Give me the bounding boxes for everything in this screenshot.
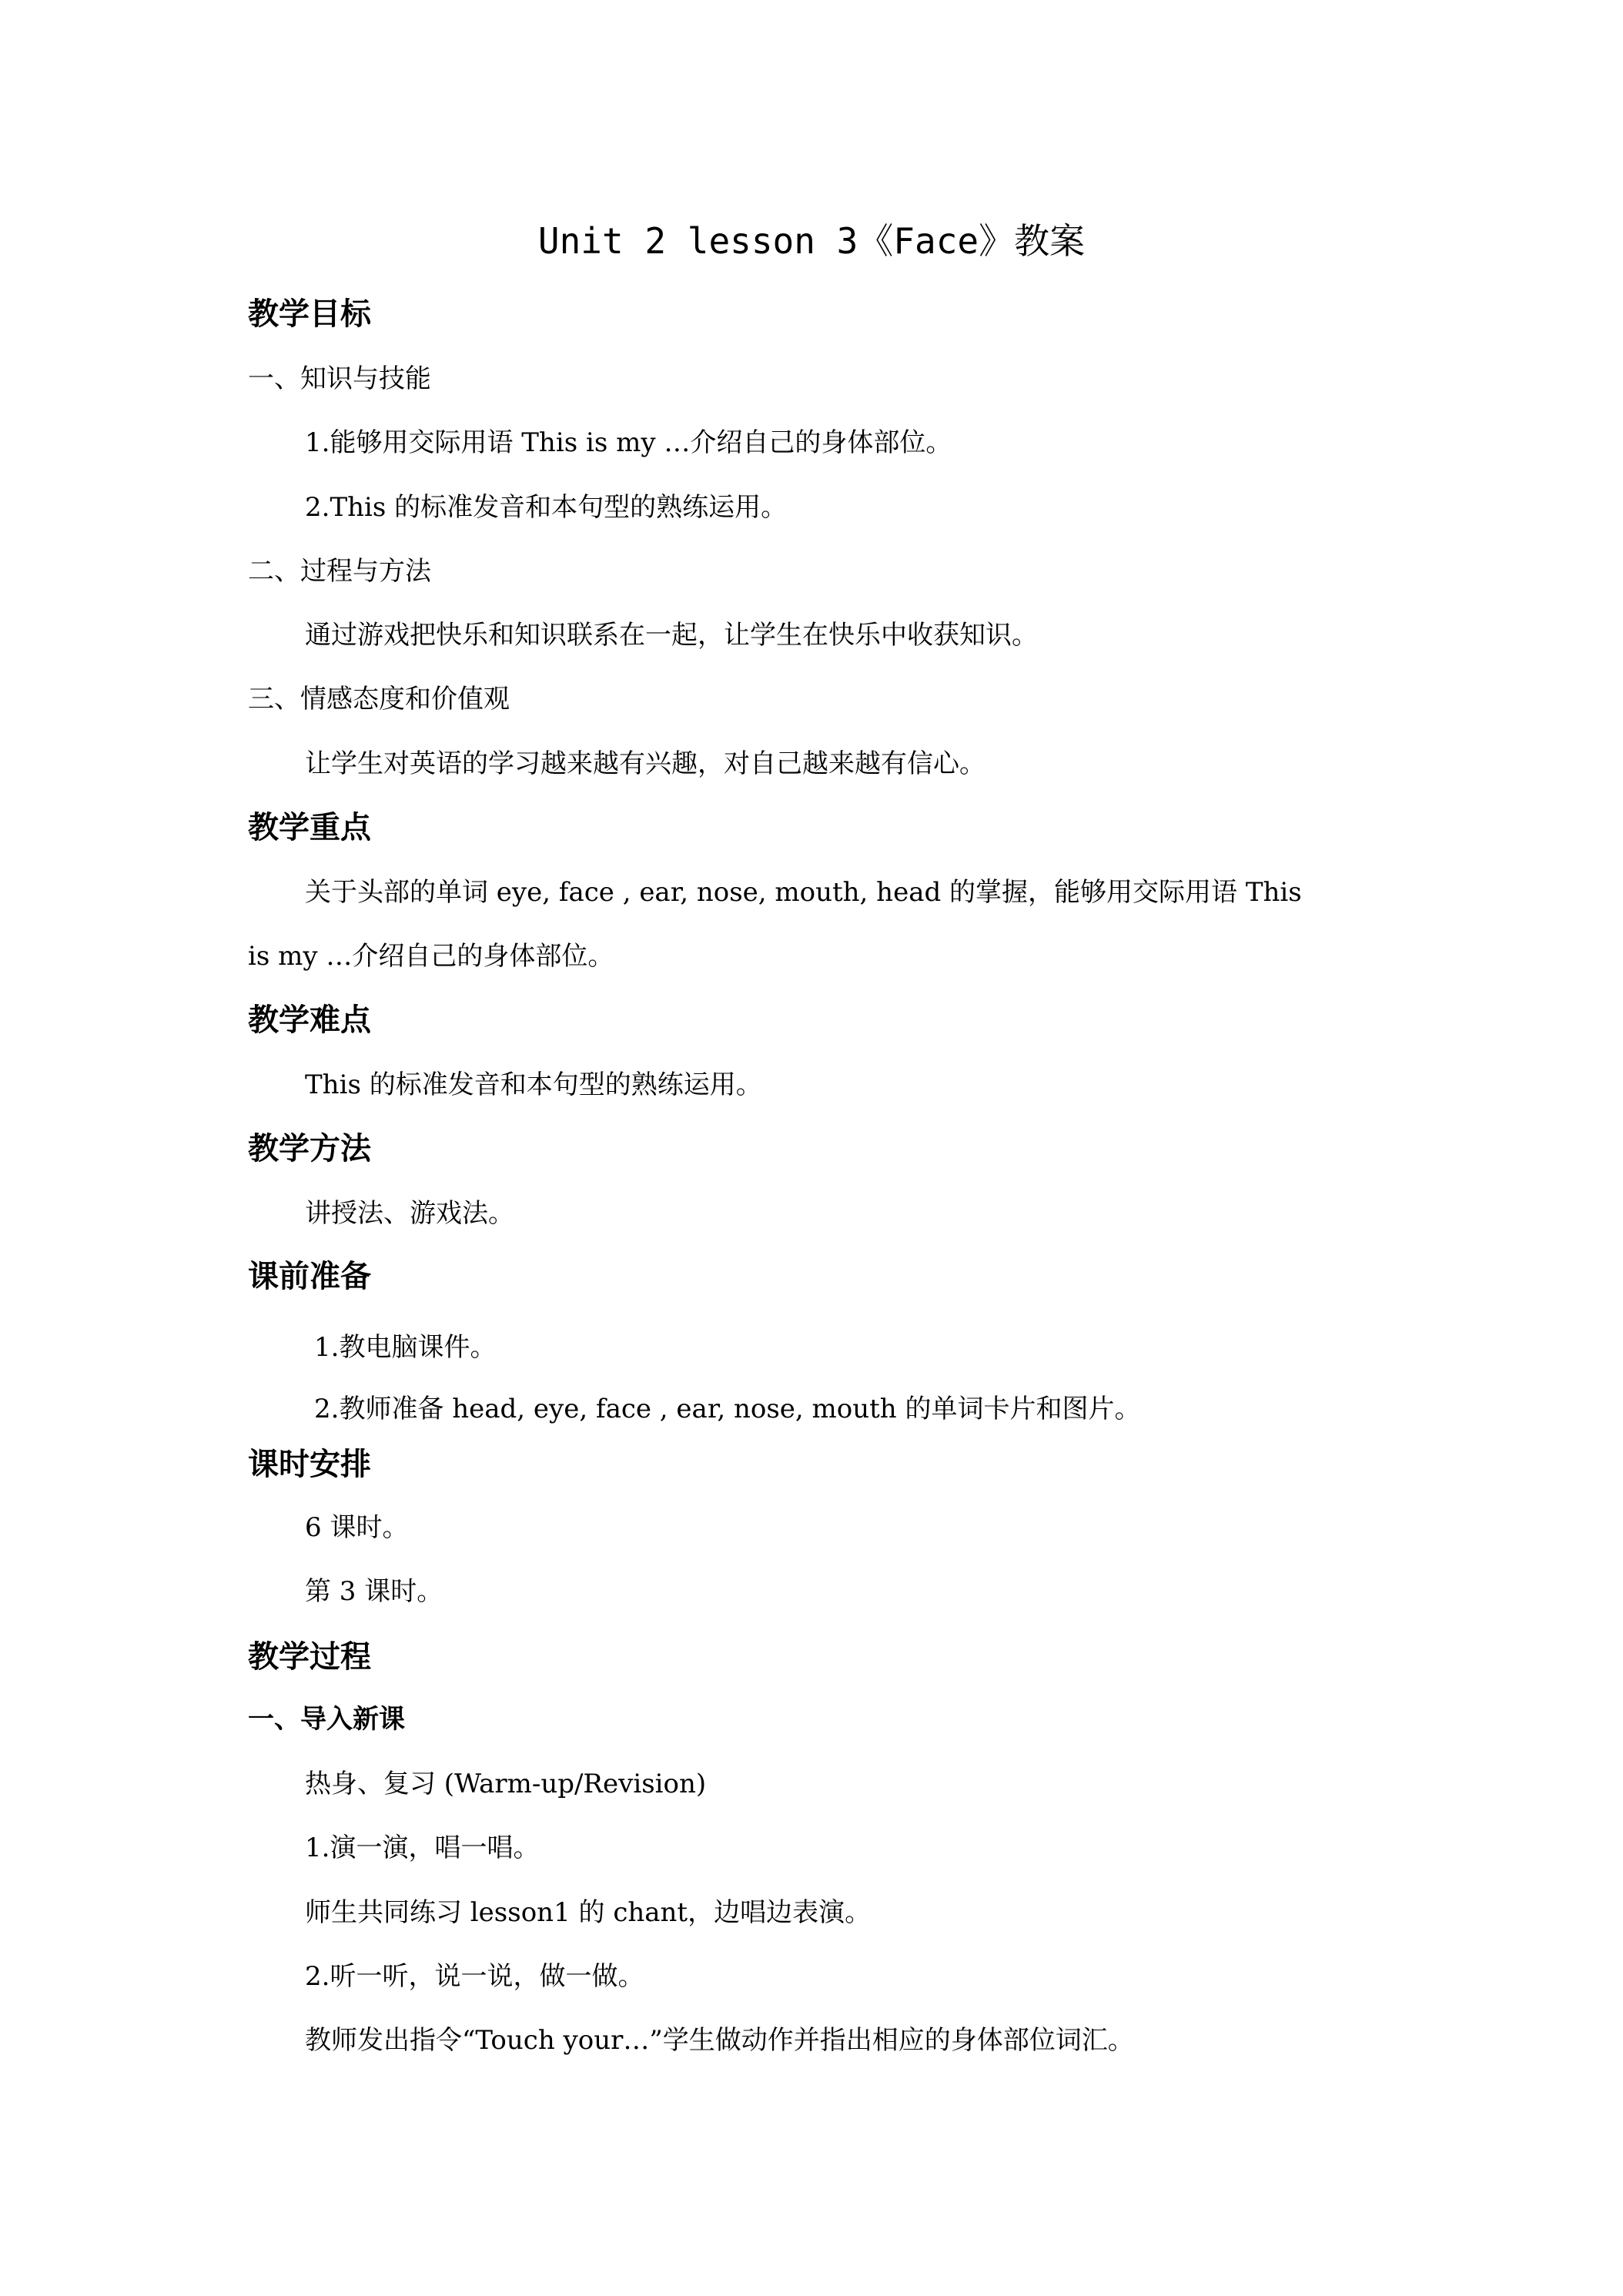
process-methods-text: 通过游戏把快乐和知识联系在一起，让学生在快乐中收获知识。 — [305, 620, 1038, 651]
knowledge-skills-label: 一、知识与技能 — [248, 363, 431, 394]
difficulties-text: This 的标准发音和本句型的熟练运用。 — [305, 1069, 762, 1100]
knowledge-item-1: 1.能够用交际用语 This is my …介绍自己的身体部位。 — [305, 427, 952, 458]
methods-heading: 教学方法 — [248, 1131, 371, 1166]
warmup-text: 热身、复习 (Warm-up/Revision) — [305, 1769, 707, 1799]
knowledge-item-2: 2.This 的标准发音和本句型的熟练运用。 — [305, 492, 788, 523]
schedule-total: 6 课时。 — [305, 1512, 409, 1543]
difficulties-heading: 教学难点 — [248, 1002, 371, 1038]
methods-text: 讲授法、游戏法。 — [305, 1198, 514, 1229]
preparation-item-2: 2.教师准备 head, eye, face , ear, nose, mouth 的单词卡片和图片。 — [314, 1394, 1141, 1424]
objectives-heading: 教学目标 — [248, 296, 371, 332]
preparation-item-1: 1.教电脑课件。 — [314, 1332, 497, 1363]
document-title: Unit 2 lesson 3《Face》教案 — [537, 220, 1086, 262]
procedure-heading: 教学过程 — [248, 1639, 371, 1675]
schedule-current: 第 3 课时。 — [305, 1576, 443, 1607]
key-points-line-1: 关于头部的单词 eye, face , ear, nose, mouth, head 的掌握，能够用交际用语 This — [305, 877, 1302, 908]
process-methods-label: 二、过程与方法 — [248, 556, 431, 587]
activity-2-title: 2.听一听，说一说，做一做。 — [305, 1961, 644, 1992]
procedure-step-1-label: 一、导入新课 — [248, 1704, 405, 1735]
activity-1-text: 师生共同练习 lesson1 的 chant，边唱边表演。 — [305, 1897, 872, 1928]
activity-1-title: 1.演一演，唱一唱。 — [305, 1832, 540, 1863]
schedule-heading: 课时安排 — [248, 1447, 371, 1482]
activity-2-text: 教师发出指令“Touch your…”学生做动作并指出相应的身体部位词汇。 — [305, 2025, 1134, 2056]
key-points-heading: 教学重点 — [248, 810, 371, 845]
preparation-heading: 课前准备 — [248, 1259, 371, 1294]
emotion-values-text: 让学生对英语的学习越来越有兴趣，对自己越来越有信心。 — [305, 748, 986, 779]
emotion-values-label: 三、情感态度和价值观 — [248, 684, 510, 715]
key-points-line-2: is my …介绍自己的身体部位。 — [248, 941, 614, 972]
